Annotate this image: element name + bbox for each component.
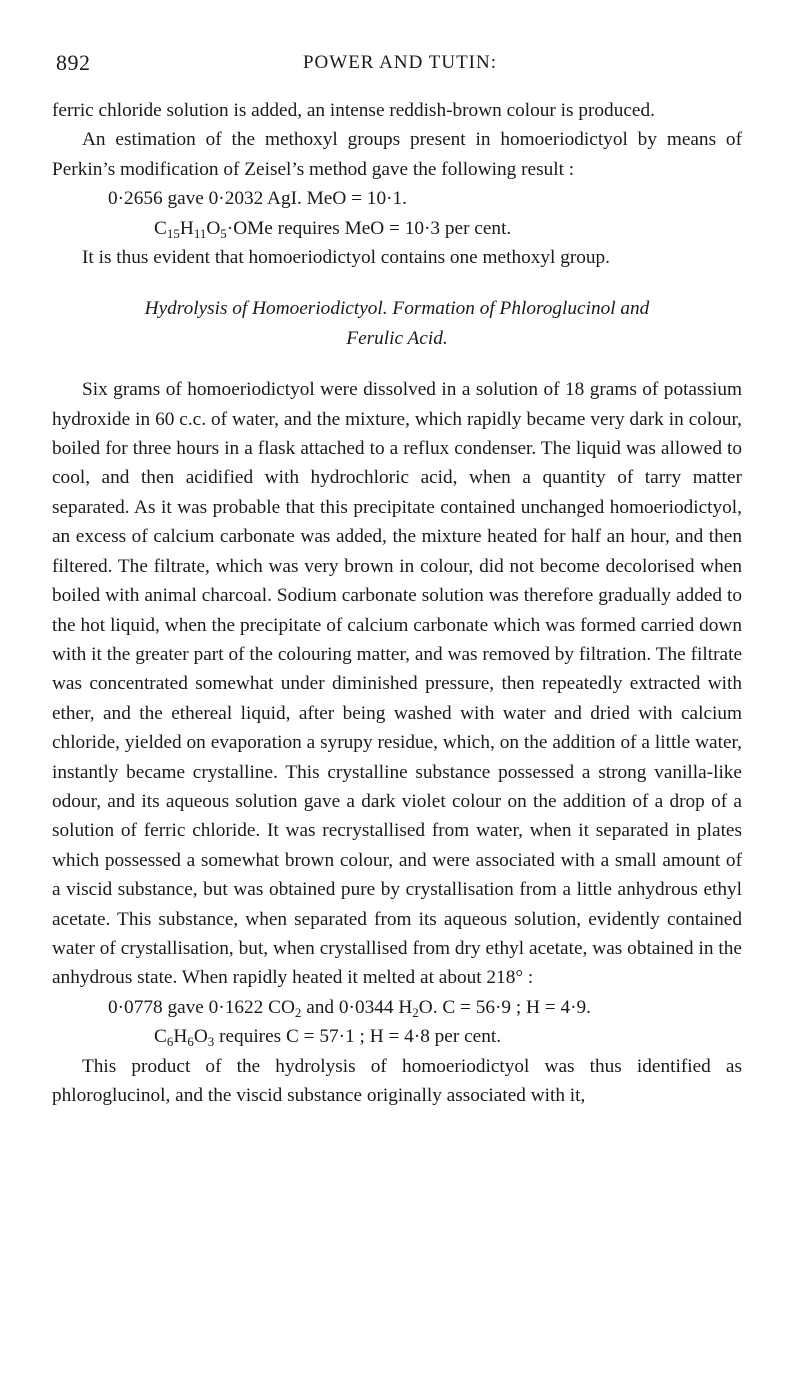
section-heading — [52, 294, 742, 353]
paragraph-methoxyl-estimation: An estimation of the methoxyl groups present in homoeriodictyol by means of Perkin’s modification of Zeisel’s method gave the following result : — [52, 129, 742, 180]
formula-requirement-line: $C_{15}H_{11}O_5\cdot OMe$ requires MeO = 10·3 per cent. — [154, 217, 512, 241]
paragraph-identification: This product of the hydrolysis of homoeriodictyol was thus identified as phloroglucinol, and the viscid substance originally associated with it, — [52, 1055, 742, 1106]
paragraph-continuation: ferric chloride solution is added, an intense reddish-brown colour is produced. — [52, 100, 655, 121]
running-head: POWER AND TUTIN: — [302, 52, 498, 73]
section-heading-line-2: Ferulic Acid. — [346, 327, 448, 349]
analysis-result-line: 0·2656 gave 0·2032 AgI. MeO = 10·1. — [108, 188, 407, 210]
paragraph-conclusion: It is thus evident that homoeriodictyol contains one methoxyl group. — [82, 247, 611, 269]
section-heading-line-1: Hydrolysis of Homoeriodictyol. Formation of Phloroglucinol and — [144, 298, 650, 320]
analysis-result-line-2: 0·0778 gave 0·1622 $CO_2$ and 0·0344 $H_2O$. C = 56·9 ; H = 4·9. — [108, 996, 592, 1020]
page-body — [52, 96, 742, 1110]
page-number: 892 — [56, 50, 91, 75]
formula-requirement-line-2: $C_6H_6O_3$ requires C = 57·1 ; H = 4·8 per cent. — [154, 1026, 502, 1050]
page-header — [56, 50, 744, 80]
paragraph-hydrolysis: Six grams of homoeriodictyol were dissolved in a solution of 18 grams of potassium hydroxide in 60 c.c. of water, and the mixture, which rapidly became very dark in colour, boiled for three hours in a flask attached to a reflux condenser. The liquid was allowed to cool, and then acidified with hydrochloric acid, when a quantity of tarry matter separated. As it was probable that this precipitate contained unchanged homoeriodictyol, an excess of calcium carbonate was added, the mixture heated for half an hour, and then filtered. The filtrate, which was very brown in colour, did not become decolorised when boiled with animal charcoal. Sodium carbonate solution was therefore gradually added to the hot liquid, when the precipitate of calcium carbonate which was formed carried down with it the greater part of the colouring matter, and was removed by filtration. The filtrate was concentrated somewhat under diminished pressure, then repeatedly extracted with ether, and the ethereal liquid, after being washed with water and dried with calcium chloride, yielded on evaporation a syrupy residue, which, on the addition of a little water, instantly became crystalline. This crystalline substance possessed a strong vanilla-like odour, and its aqueous solution gave a dark violet colour on the addition of a drop of a solution of ferric chloride. It was recrystallised from water, when it separated in plates which possessed a somewhat brown colour, and were associated with a small amount of a viscid substance, but was obtained pure by crystallisation from a little anhydrous ethyl acetate. This substance, when separated from its aqueous solution, evidently contained water of crystallisation, but, when crystallised from dry ethyl acetate, was obtained in the anhydrous state. When rapidly heated it melted at about 218° : — [52, 379, 742, 989]
